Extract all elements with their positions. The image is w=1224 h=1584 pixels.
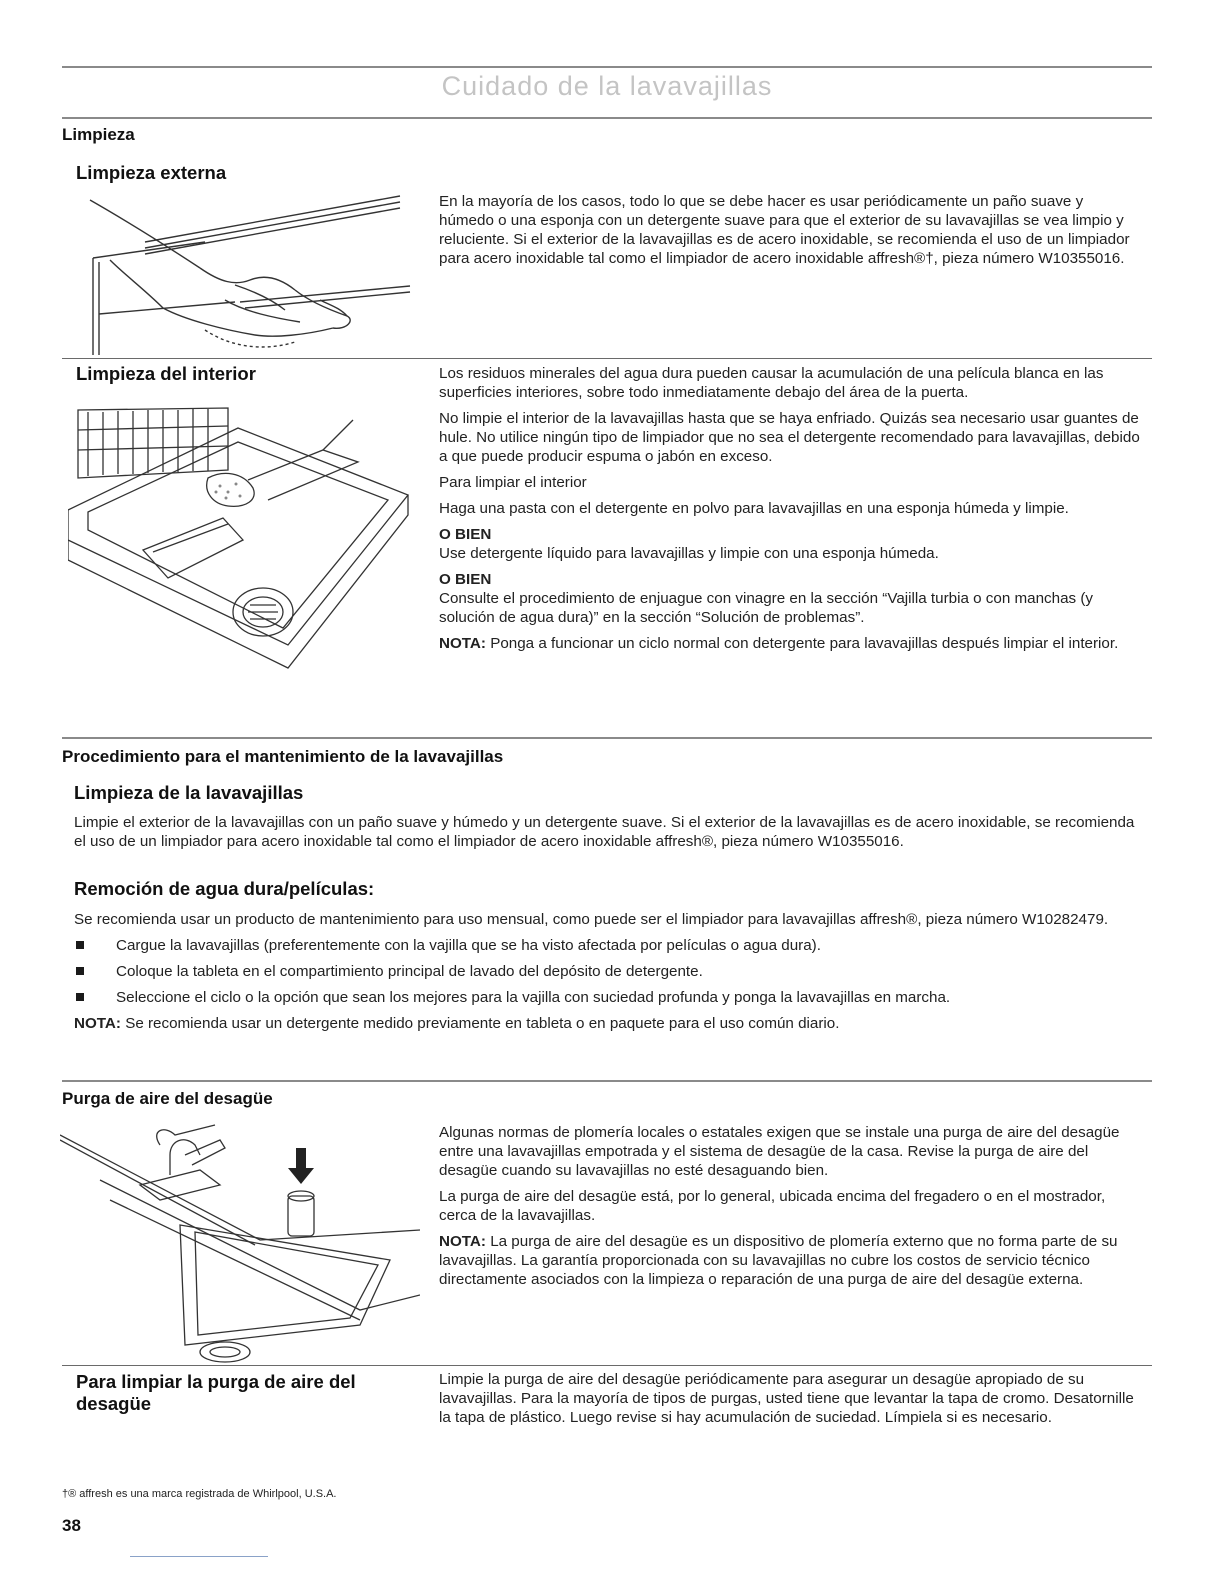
remocion-text: Se recomienda usar un producto de mantenimiento para uso mensual, como puede ser el limpiador para lavavajillas affresh®, pieza número W10282479. bbox=[74, 911, 1109, 928]
purga-limpiar-text: Limpie la purga de aire del desagüe periódicamente para asegurar un desagüe apropiado de su lavavajillas. Para la mayoría de tipos de purgas, usted tiene que levantar la tapa de cromo. Desatornille la tapa de plástico. Luego revise si hay acumulación de suciedad. Límpiela si es necesario. bbox=[439, 1371, 1134, 1426]
subheading-limpieza-externa: Limpieza externa bbox=[76, 162, 227, 183]
interior-paragraph-5: Use detergente líquido para lavavajillas y limpie con una esponja húmeda. bbox=[439, 545, 939, 562]
footnote: †® affresh es una marca registrada de Whirlpool, U.S.A. bbox=[62, 1488, 337, 1500]
bullet-square-icon bbox=[76, 941, 84, 949]
limpieza-externa-text: En la mayoría de los casos, todo lo que se debe hacer es usar periódicamente un paño suave y húmedo o una esponja con un detergente suave para que el exterior de su lavavajillas se vea limpio y reluciente. Si el exterior de la lavavajillas es de acero inoxidable, se recomienda el uso de un limpiador para acero inoxidable tal como el limpiador de acero inoxidable affresh®†, pieza número W10355016. bbox=[439, 193, 1130, 267]
interior-paragraph-4: Haga una pasta con el detergente en polvo para lavavajillas en una esponja húmeda y limpie. bbox=[439, 500, 1069, 517]
limpieza-lavavajillas-text: Limpie el exterior de la lavavajillas con un paño suave y húmedo y un detergente suave. Si el exterior de la lavavajillas es de acero inoxidable, se recomienda el uso de un limpiador para acero inoxidable tal como el limpiador de acero inoxidable affresh®, pieza número W10355016. bbox=[74, 814, 1135, 850]
list-item: Coloque la tableta en el compartimiento principal de lavado del depósito de detergente. bbox=[74, 962, 1144, 981]
list-item: Cargue la lavavajillas (preferentemente con la vajilla que se ha visto afectada por películas o agua dura). bbox=[74, 936, 1144, 955]
list-item: Seleccione el ciclo o la opción que sean los mejores para la vajilla con suciedad profunda y ponga la lavavajillas en marcha. bbox=[74, 988, 1144, 1007]
interior-nota bbox=[439, 634, 1144, 653]
remocion-block bbox=[74, 910, 1144, 1040]
interior-paragraph-6: Consulte el procedimiento de enjuague con vinagre en la sección “Vajilla turbia o con manchas (y solución de agua dura)” en la sección “Solución de problemas”. bbox=[439, 590, 1094, 626]
bullet-square-icon bbox=[76, 993, 84, 1001]
section-heading-limpieza: Limpieza bbox=[62, 125, 135, 144]
divider-purga-limpiar bbox=[62, 1365, 1152, 1366]
purga-paragraph-1: Algunas normas de plomería locales o estatales exigen que se instale una purga de aire del desagüe entre una lavavajillas empotrada y el sistema de desagüe de la casa. Revise la purga de aire del desagüe cuando su lavavajillas no esté desaguando bien. bbox=[439, 1124, 1120, 1179]
bullet-square-icon bbox=[76, 967, 84, 975]
obien-label-1: O BIEN bbox=[439, 526, 492, 543]
divider-interior bbox=[62, 358, 1152, 359]
subheading-limpieza-lavavajillas: Limpieza de la lavavajillas bbox=[74, 782, 304, 803]
page-number: 38 bbox=[62, 1516, 81, 1535]
subheading-limpieza-interior: Limpieza del interior bbox=[76, 363, 256, 384]
divider-purga bbox=[62, 1080, 1152, 1082]
purga-paragraph-2: La purga de aire del desagüe está, por lo general, ubicada encima del fregadero o en el mostrador, cerca de la lavavajillas. bbox=[439, 1188, 1106, 1224]
section-heading-mantenimiento: Procedimiento para el mantenimiento de la lavavajillas bbox=[62, 747, 504, 766]
purga-text bbox=[439, 1123, 1144, 1296]
obien-label-2: O BIEN bbox=[439, 571, 492, 588]
divider-mantenimiento bbox=[62, 737, 1152, 739]
nota-text: Se recomienda usar un detergente medido previamente en tableta o en paquete para el uso común diario. bbox=[120, 1015, 840, 1032]
page-title: Cuidado de la lavavajillas bbox=[441, 71, 773, 101]
hand-wiping-illustration bbox=[85, 190, 415, 355]
nota-label: NOTA: bbox=[439, 635, 486, 652]
purga-nota bbox=[439, 1232, 1144, 1289]
remocion-nota bbox=[74, 1014, 1144, 1033]
subheading-purga-limpiar: Para limpiar la purga de aire del desagüe bbox=[76, 1371, 356, 1414]
nota-label: NOTA: bbox=[439, 1233, 486, 1250]
interior-paragraph-1: Los residuos minerales del agua dura pueden causar la acumulación de una película blanca en las superficies interiores, sobre todo inmediatamente debajo del área de la puerta. bbox=[439, 365, 1104, 401]
dishwasher-interior-illustration bbox=[68, 400, 418, 670]
interior-paragraph-2: No limpie el interior de la lavavajillas hasta que se haya enfriado. Quizás sea necesario usar guantes de hule. No utilice ningún tipo de limpiador que no sea el detergente recomendado para lavavajillas, debido a que puede producir espuma o jabón en exceso. bbox=[439, 410, 1140, 465]
sink-air-gap-illustration bbox=[60, 1120, 420, 1365]
limpieza-interior-text bbox=[439, 364, 1144, 660]
subheading-remocion: Remoción de agua dura/películas: bbox=[74, 878, 375, 899]
nota-text: Ponga a funcionar un ciclo normal con detergente para lavavajillas después limpiar el interior. bbox=[485, 635, 1119, 652]
interior-paragraph-3: Para limpiar el interior bbox=[439, 474, 587, 491]
header-rule-bottom bbox=[62, 117, 1152, 119]
footer-rule bbox=[130, 1556, 268, 1557]
section-heading-purga: Purga de aire del desagüe bbox=[62, 1089, 273, 1108]
nota-text: La purga de aire del desagüe es un dispositivo de plomería externo que no forma parte de su lavavajillas. La garantía proporcionada con su lavavajillas no cubre los costos de servicio técnico directamente asociados con la limpieza o reparación de una purga de aire del desagüe externa. bbox=[439, 1233, 1118, 1288]
nota-label: NOTA: bbox=[74, 1015, 121, 1032]
header-rule-top bbox=[62, 66, 1152, 68]
